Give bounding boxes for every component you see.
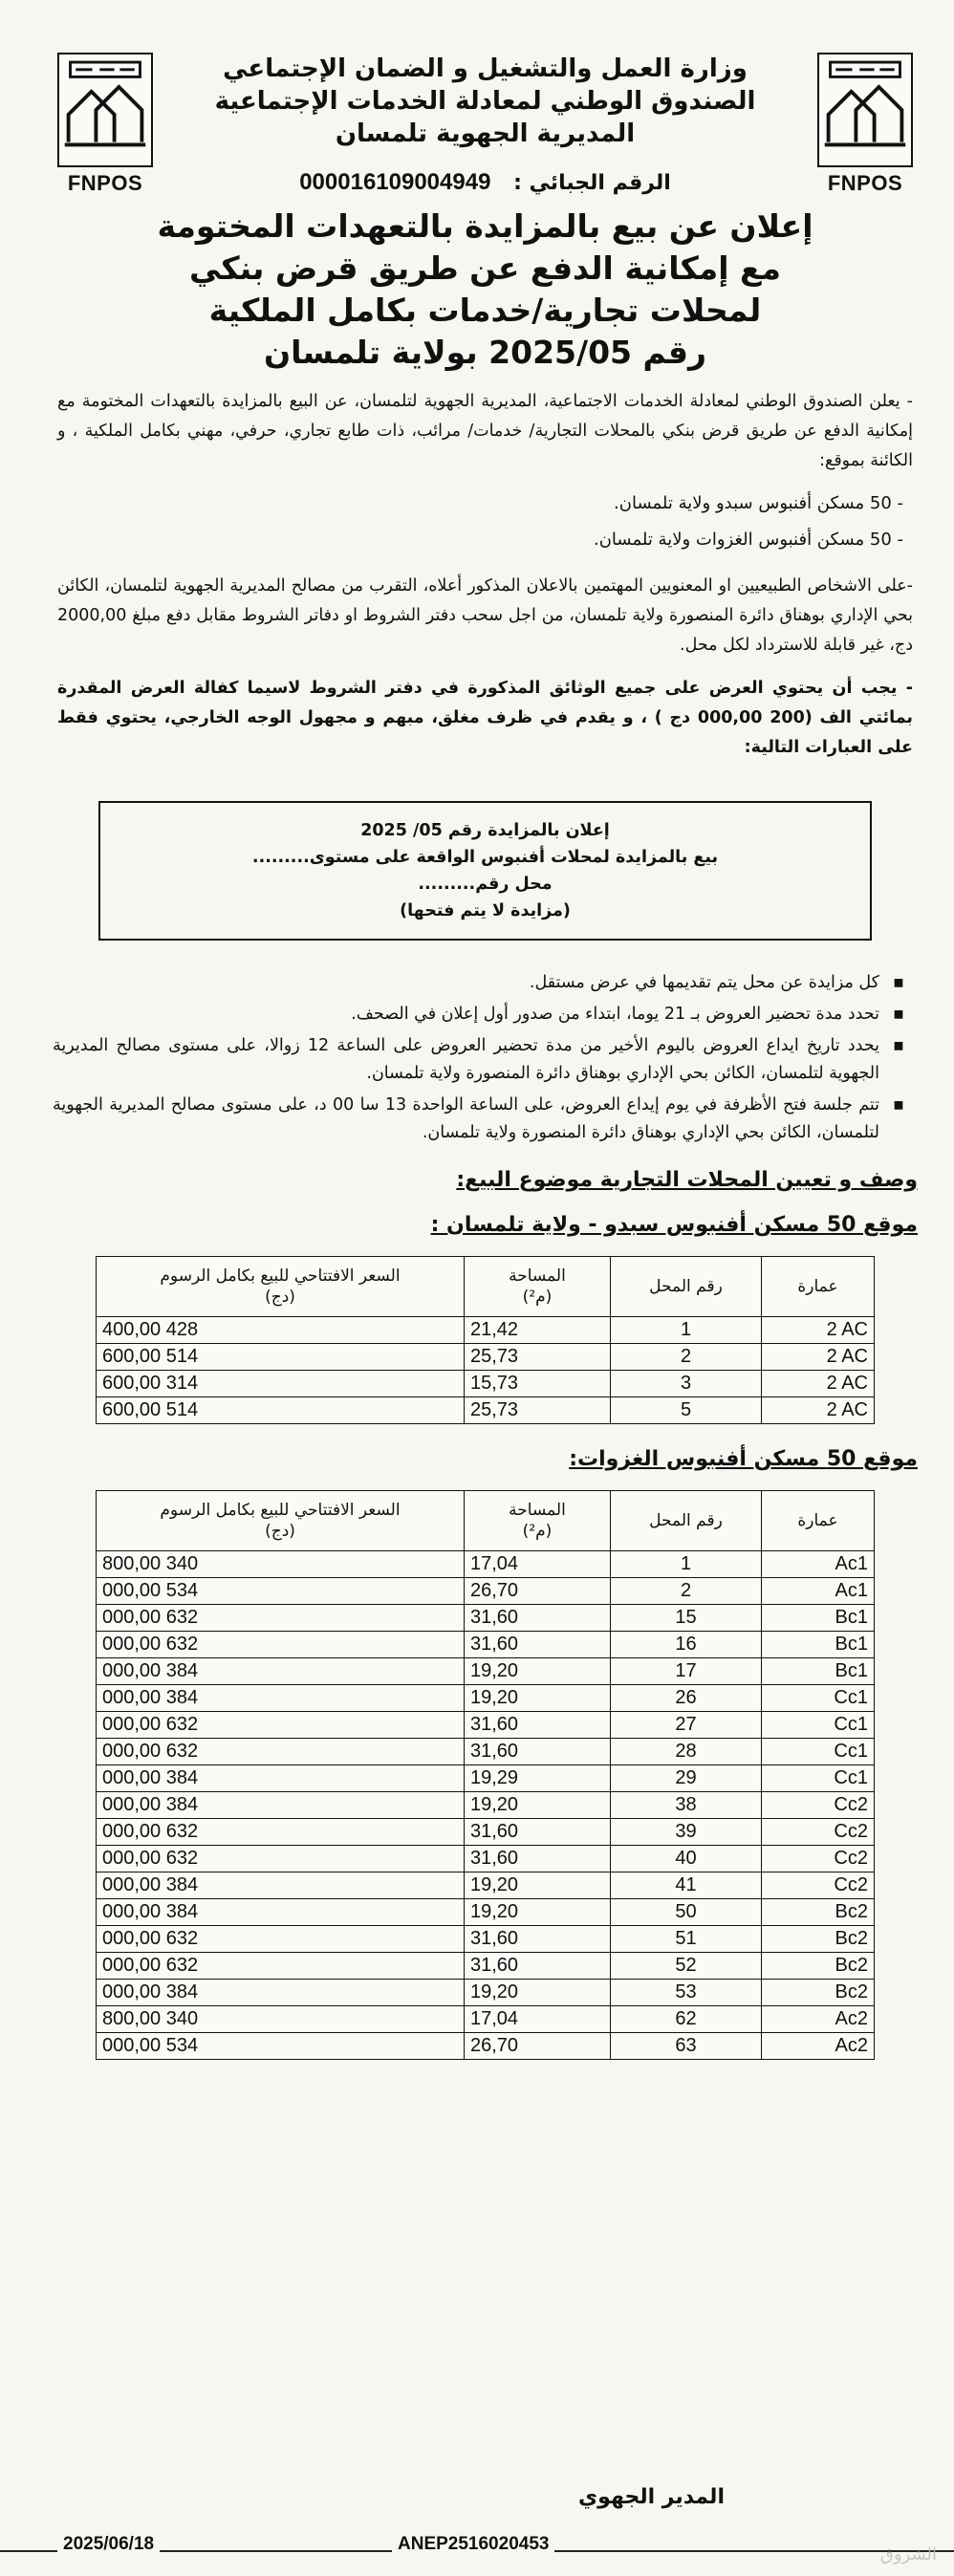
- condition-item: ▪ يحدد تاريخ ايداع العروض باليوم الأخير من مدة تحضير العروض على الساعة 12 زوالا، على مستوى مصالح المديرية الجهوية لتلمسان، الكائن بحي الإداري بوهناق دائرة المنصورة ولاية تلمسان.: [53, 1032, 908, 1088]
- cell-building: Cc1: [762, 1712, 875, 1739]
- cell-price: 534 000,00: [97, 2033, 465, 2060]
- col-price: السعر الافتتاحي للبيع بكامل الرسوم (دج): [97, 1491, 465, 1551]
- cell-building: Ac1: [762, 1551, 875, 1578]
- cell-area: 17,04: [465, 2006, 611, 2033]
- cell-lot: 62: [611, 2006, 762, 2033]
- cell-area: 31,60: [465, 1819, 611, 1846]
- cell-area: 19,20: [465, 1685, 611, 1712]
- cell-lot: 63: [611, 2033, 762, 2060]
- cell-area: 26,70: [465, 2033, 611, 2060]
- cell-building: 2 AC: [762, 1317, 875, 1344]
- cell-building: 2 AC: [762, 1344, 875, 1371]
- table-row: [97, 1397, 875, 1424]
- cell-price: 632 000,00: [97, 1953, 465, 1980]
- cell-price: 384 000,00: [97, 1792, 465, 1819]
- cell-area: 15,73: [465, 1371, 611, 1397]
- newspaper-watermark: الشروق: [879, 2544, 937, 2565]
- lots-table-ghazaouet: [96, 1490, 875, 2060]
- cell-area: 21,42: [465, 1317, 611, 1344]
- table-row: [97, 1658, 875, 1685]
- cell-lot: 27: [611, 1712, 762, 1739]
- cell-area: 19,20: [465, 1872, 611, 1899]
- cell-building: Bc1: [762, 1605, 875, 1632]
- cell-area: 31,60: [465, 1926, 611, 1953]
- cell-lot: 26: [611, 1685, 762, 1712]
- cell-building: Cc2: [762, 1792, 875, 1819]
- cell-price: 384 000,00: [97, 1765, 465, 1792]
- col-area: المساحة (م²): [465, 1257, 611, 1317]
- conditions-list: [53, 969, 918, 1147]
- cell-price: 632 000,00: [97, 1632, 465, 1658]
- locations-list: [53, 486, 918, 558]
- cell-lot: 50: [611, 1899, 762, 1926]
- cell-area: 31,60: [465, 1712, 611, 1739]
- cell-area: 26,70: [465, 1578, 611, 1605]
- cell-price: 314 600,00: [97, 1371, 465, 1397]
- cell-price: 340 800,00: [97, 1551, 465, 1578]
- cell-area: 31,60: [465, 1846, 611, 1872]
- location-item: - 50 مسكن أفنبوس الغزوات ولاية تلمسان.: [593, 530, 903, 550]
- table-row: [97, 1344, 875, 1371]
- anep-code: ANEP2516020453: [392, 2534, 554, 2555]
- cell-building: Cc1: [762, 1765, 875, 1792]
- fund-name: الصندوق الوطني لمعادلة الخدمات الإجتماعية: [214, 87, 756, 116]
- table-body: [97, 1317, 875, 1424]
- col-lot: رقم المحل: [611, 1257, 762, 1317]
- table-header-row: [97, 1491, 875, 1551]
- cell-building: Bc1: [762, 1658, 875, 1685]
- table-row: [97, 1765, 875, 1792]
- directorate-name: المديرية الجهوية تلمسان: [335, 119, 636, 148]
- table-header-row: [97, 1257, 875, 1317]
- cell-price: 632 000,00: [97, 1739, 465, 1765]
- envelope-label-box: [98, 801, 872, 941]
- cell-lot: 39: [611, 1819, 762, 1846]
- table-row: [97, 1953, 875, 1980]
- fnpos-logo-left: [53, 53, 158, 196]
- cell-price: 384 000,00: [97, 1685, 465, 1712]
- cell-area: 31,60: [465, 1605, 611, 1632]
- table-row: [97, 1739, 875, 1765]
- cell-price: 514 600,00: [97, 1344, 465, 1371]
- cell-lot: 52: [611, 1953, 762, 1980]
- cell-lot: 41: [611, 1872, 762, 1899]
- cell-building: Ac2: [762, 2006, 875, 2033]
- table-row: [97, 1578, 875, 1605]
- section-title: وصف و تعيين المحلات التجارية موضوع البيع:: [456, 1168, 918, 1192]
- publication-date: 2025/06/18: [57, 2534, 160, 2555]
- cell-building: Ac2: [762, 2033, 875, 2060]
- cell-area: 25,73: [465, 1344, 611, 1371]
- intro-paragraph: - يعلن الصندوق الوطني لمعادلة الخدمات الاجتماعية، المديرية الجهوية لتلمسان، عن البيع بالمزايدة بالتعهدات المختومة مع إمكانية الدفع عن طريق قرض بنكي بالمحلات التجارية/ خدمات/ مرائب، ذات طابع تجاري، حرفي، مهني بكامل الملكية ، و الكائنة بموقع:: [57, 392, 913, 470]
- title-line-1: إعلان عن بيع بالمزايدة بالتعهدات المختومة: [157, 207, 813, 245]
- cell-building: Cc1: [762, 1739, 875, 1765]
- cell-area: 19,20: [465, 1899, 611, 1926]
- col-building: عمارة: [762, 1257, 875, 1317]
- table-row: [97, 1819, 875, 1846]
- offer-paragraph: - يجب أن يحتوي العرض على جميع الوثائق المذكورة في دفتر الشروط لاسيما كفالة العرض المقدرة بمائتي الف (200 000,00 دج ) ، و يقدم في ظرف مغلق، مبهم و مجهول الوجه الخارجي، يحتوي فقط على العبارات التالية:: [57, 679, 913, 757]
- lots-table-sebdou: [96, 1256, 875, 1424]
- cell-lot: 53: [611, 1980, 762, 2006]
- cell-price: 632 000,00: [97, 1712, 465, 1739]
- cell-building: 2 AC: [762, 1371, 875, 1397]
- title-line-2: مع إمكانية الدفع عن طريق قرض بنكي: [189, 249, 781, 287]
- ministry-name: وزارة العمل والتشغيل و الضمان الإجتماعي: [223, 54, 748, 83]
- cell-area: 25,73: [465, 1397, 611, 1424]
- cell-price: 384 000,00: [97, 1872, 465, 1899]
- cell-area: 19,20: [465, 1792, 611, 1819]
- logo-text: FNPOS: [67, 171, 143, 195]
- cell-building: Cc1: [762, 1685, 875, 1712]
- cell-building: Ac1: [762, 1578, 875, 1605]
- cell-area: 19,20: [465, 1658, 611, 1685]
- condition-item: ▪ كل مزايدة عن محل يتم تقديمها في عرض مستقل.: [53, 969, 908, 997]
- col-price: السعر الافتتاحي للبيع بكامل الرسوم (دج): [97, 1257, 465, 1317]
- table-row: [97, 2033, 875, 2060]
- condition-item: ▪ تتم جلسة فتح الأظرفة في يوم إيداع العروض، على الساعة الواحدة 13 سا 00 د، على مستوى مصالح المديرية الجهوية لتلمسان، الكائن بحي الإداري بوهناق دائرة المنصورة ولاية تلمسان.: [53, 1092, 908, 1147]
- cell-price: 632 000,00: [97, 1926, 465, 1953]
- announcement-page: [53, 38, 918, 2060]
- institution-header: [53, 38, 918, 150]
- cell-price: 340 800,00: [97, 2006, 465, 2033]
- table-row: [97, 1899, 875, 1926]
- cell-price: 384 000,00: [97, 1980, 465, 2006]
- signature-title: المدير الجهوي: [577, 2485, 725, 2509]
- box-line: (مزايدة لا يتم فتحها): [400, 901, 571, 920]
- box-line: محل رقم.........: [418, 875, 553, 894]
- col-building: عمارة: [762, 1491, 875, 1551]
- cell-price: 428 400,00: [97, 1317, 465, 1344]
- cell-building: Bc2: [762, 1953, 875, 1980]
- cell-building: 2 AC: [762, 1397, 875, 1424]
- table-row: [97, 1632, 875, 1658]
- site-title: موقع 50 مسكن أفنبوس الغزوات:: [569, 1447, 918, 1471]
- location-item: - 50 مسكن أفنبوس سبدو ولاية تلمسان.: [614, 493, 903, 513]
- cell-price: 632 000,00: [97, 1605, 465, 1632]
- col-area: المساحة (م²): [465, 1491, 611, 1551]
- tax-number-line: [53, 169, 918, 196]
- cell-lot: 5: [611, 1397, 762, 1424]
- title-line-3: لمحلات تجارية/خدمات بكامل الملكية: [208, 292, 762, 329]
- cell-lot: 16: [611, 1632, 762, 1658]
- cell-building: Bc1: [762, 1632, 875, 1658]
- fnpos-logo-right: [813, 53, 918, 196]
- table-row: [97, 1371, 875, 1397]
- cell-price: 384 000,00: [97, 1658, 465, 1685]
- table-row: [97, 1926, 875, 1953]
- cell-lot: 15: [611, 1605, 762, 1632]
- cell-area: 17,04: [465, 1551, 611, 1578]
- table-row: [97, 1317, 875, 1344]
- cell-lot: 29: [611, 1765, 762, 1792]
- cell-area: 31,60: [465, 1739, 611, 1765]
- table-row: [97, 1712, 875, 1739]
- houses-logo-icon: [817, 53, 913, 167]
- table-row: [97, 1605, 875, 1632]
- cell-building: Cc2: [762, 1872, 875, 1899]
- cell-building: Bc2: [762, 1899, 875, 1926]
- cell-building: Bc2: [762, 1980, 875, 2006]
- site-title: موقع 50 مسكن أفنبوس سبدو - ولاية تلمسان :: [430, 1213, 918, 1237]
- cell-lot: 1: [611, 1551, 762, 1578]
- cell-price: 514 600,00: [97, 1397, 465, 1424]
- tax-number-label: الرقم الجبائي :: [513, 171, 671, 195]
- cell-building: Cc2: [762, 1846, 875, 1872]
- cell-lot: 1: [611, 1317, 762, 1344]
- cell-price: 632 000,00: [97, 1846, 465, 1872]
- cell-price: 534 000,00: [97, 1578, 465, 1605]
- cell-lot: 2: [611, 1578, 762, 1605]
- logo-text: FNPOS: [827, 171, 903, 195]
- cell-area: 31,60: [465, 1953, 611, 1980]
- title-line-4: رقم 2025/05 بولاية تلمسان: [264, 334, 706, 371]
- cell-lot: 51: [611, 1926, 762, 1953]
- cell-lot: 40: [611, 1846, 762, 1872]
- withdrawal-paragraph: -على الاشخاص الطبيعيين او المعنويين المهتمين بالاعلان المذكور أعلاه، التقرب من مصالح المديرية الجهوية لتلمسان، الكائن بحي الإداري بوهناق دائرة المنصورة ولاية تلمسان، من اجل سحب دفتر الشروط او دفاتر الشروط مقابل دفع مبلغ 2000,00 دج، غير قابلة للاسترداد لكل محل.: [57, 576, 913, 655]
- box-line: إعلان بالمزايدة رقم 05/ 2025: [360, 821, 610, 840]
- cell-building: Cc2: [762, 1819, 875, 1846]
- cell-area: 19,29: [465, 1765, 611, 1792]
- cell-lot: 17: [611, 1658, 762, 1685]
- cell-building: Bc2: [762, 1926, 875, 1953]
- cell-price: 384 000,00: [97, 1899, 465, 1926]
- cell-lot: 3: [611, 1371, 762, 1397]
- box-line: بيع بالمزايدة لمحلات أفنبوس الواقعة على مستوى.........: [251, 848, 719, 867]
- table-row: [97, 1980, 875, 2006]
- tax-number: 000016109004949: [299, 169, 491, 195]
- condition-item: ▪ تحدد مدة تحضير العروض بـ 21 يوما، ابتداء من صدور أول إعلان في الصحف.: [53, 1001, 908, 1028]
- table-row: [97, 1872, 875, 1899]
- cell-price: 632 000,00: [97, 1819, 465, 1846]
- announcement-title: [53, 206, 918, 374]
- table-row: [97, 1846, 875, 1872]
- table-row: [97, 1551, 875, 1578]
- cell-lot: 38: [611, 1792, 762, 1819]
- cell-lot: 28: [611, 1739, 762, 1765]
- cell-lot: 2: [611, 1344, 762, 1371]
- table-body: [97, 1551, 875, 2060]
- houses-logo-icon: [57, 53, 153, 167]
- table-row: [97, 1685, 875, 1712]
- table-row: [97, 1792, 875, 1819]
- table-row: [97, 2006, 875, 2033]
- cell-area: 19,20: [465, 1980, 611, 2006]
- cell-area: 31,60: [465, 1632, 611, 1658]
- col-lot: رقم المحل: [611, 1491, 762, 1551]
